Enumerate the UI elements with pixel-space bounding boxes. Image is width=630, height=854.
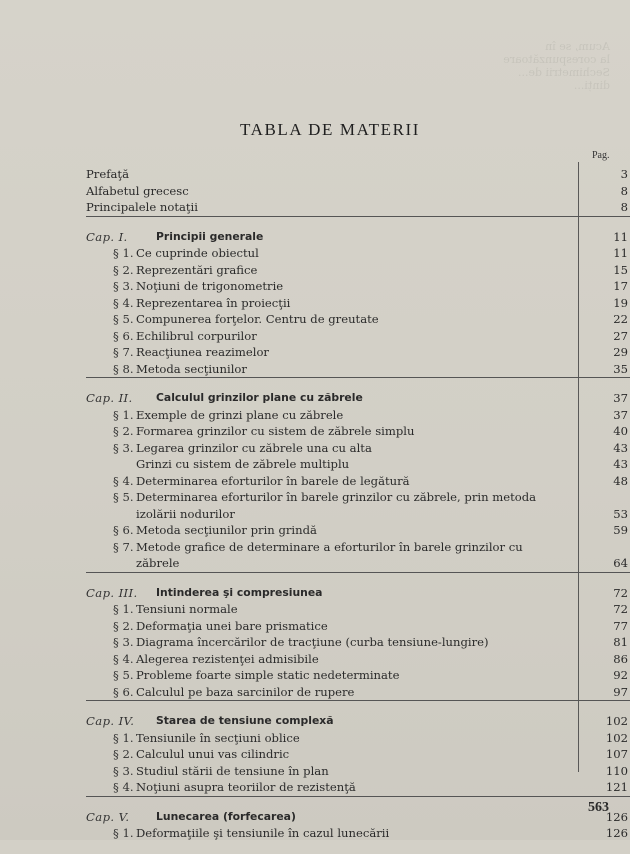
chapter-title: Lunecarea (forfecarea) bbox=[156, 809, 296, 823]
entry-title: Studiul stării de tensiune în plan bbox=[136, 763, 329, 778]
entry-title: Determinarea eforturilor în barele grinzilor cu zăbrele, prin metoda bbox=[136, 490, 537, 504]
section-number: § 5. bbox=[113, 668, 134, 682]
chapter-page: 72 bbox=[613, 585, 628, 600]
entry-title: Exemple de grinzi plane cu zăbrele bbox=[136, 407, 344, 422]
front-matter-row[interactable] bbox=[86, 199, 630, 216]
entry-title: Metoda secţiunilor bbox=[136, 361, 247, 376]
entry-page: 77 bbox=[613, 618, 628, 633]
section-number: § 2. bbox=[113, 262, 134, 277]
entry-title: Metode grafice de determinare a eforturilor în barele grinzilor cu bbox=[136, 539, 523, 554]
page-column-label: Pag. bbox=[592, 150, 610, 161]
section-row[interactable] bbox=[86, 361, 630, 378]
section-row[interactable] bbox=[86, 763, 630, 780]
toc-group bbox=[86, 390, 630, 573]
section-row[interactable] bbox=[86, 423, 630, 440]
entry-page: 35 bbox=[613, 361, 628, 376]
entry-title: Reprezentarea în proiecţii bbox=[136, 295, 291, 310]
section-number: § 6. bbox=[113, 684, 134, 699]
entry-title: Principalele notaţii bbox=[86, 200, 198, 214]
entry-title: Alfabetul grecesc bbox=[86, 183, 189, 198]
chapter-label: Cap. I. bbox=[86, 229, 128, 244]
section-number: § 1. bbox=[113, 246, 134, 260]
section-number: § 1. bbox=[113, 826, 134, 840]
section-row[interactable] bbox=[86, 667, 630, 684]
section-number: § 2. bbox=[113, 424, 134, 438]
section-row[interactable] bbox=[86, 539, 630, 572]
entry-title: Tensiunile în secţiuni oblice bbox=[136, 730, 300, 745]
section-row[interactable] bbox=[86, 601, 630, 618]
section-row[interactable] bbox=[86, 730, 630, 747]
entry-page: 81 bbox=[613, 635, 628, 649]
entry-title: Echilibrul corpurilor bbox=[136, 328, 257, 343]
section-row[interactable] bbox=[86, 746, 630, 763]
entry-page: 97 bbox=[613, 684, 628, 699]
entry-page: 27 bbox=[613, 328, 628, 343]
section-number: § 1. bbox=[113, 407, 134, 422]
section-row[interactable] bbox=[86, 262, 630, 279]
entry-title: Deformaţiile şi tensiunile în cazul lunecării bbox=[136, 826, 390, 840]
entry-page: 110 bbox=[605, 763, 628, 778]
entry-title: Alegerea rezistenţei admisibile bbox=[136, 651, 319, 666]
section-number: § 4. bbox=[113, 780, 134, 794]
section-number: § 8. bbox=[113, 361, 134, 376]
table-of-contents bbox=[86, 166, 630, 854]
section-row[interactable] bbox=[86, 473, 630, 490]
entry-title: Ce cuprinde obiectul bbox=[136, 246, 259, 260]
section-number: § 5. bbox=[113, 312, 134, 326]
section-row[interactable] bbox=[86, 328, 630, 345]
entry-page: 8 bbox=[620, 183, 628, 198]
entry-page: 40 bbox=[613, 424, 628, 438]
section-row[interactable] bbox=[86, 684, 630, 701]
section-row[interactable] bbox=[86, 278, 630, 295]
entry-page: 29 bbox=[613, 345, 628, 359]
entry-title: Deformaţia unei bare prismatice bbox=[136, 618, 328, 633]
entry-page: 107 bbox=[605, 747, 628, 761]
entry-page: 11 bbox=[613, 246, 628, 260]
entry-page: 72 bbox=[613, 602, 628, 616]
section-number: § 3. bbox=[113, 635, 134, 649]
section-row[interactable] bbox=[86, 522, 630, 539]
entry-title: Calculul pe baza sarcinilor de rupere bbox=[136, 684, 355, 699]
section-row[interactable] bbox=[86, 825, 630, 842]
chapter-title: Intinderea şi compresiunea bbox=[156, 585, 323, 599]
chapter-page: 11 bbox=[613, 229, 628, 244]
entry-page: 102 bbox=[605, 730, 628, 745]
entry-page: 53 bbox=[613, 506, 628, 521]
chapter-label: Cap. V. bbox=[86, 809, 130, 824]
chapter-page: 126 bbox=[605, 809, 628, 824]
entry-page: 126 bbox=[605, 826, 628, 840]
chapter-row[interactable] bbox=[86, 585, 630, 602]
section-number: § 3. bbox=[113, 440, 134, 455]
toc-group bbox=[86, 809, 630, 842]
entry-title: Reprezentări grafice bbox=[136, 262, 258, 277]
front-matter-row[interactable] bbox=[86, 166, 630, 183]
section-number: § 6. bbox=[113, 523, 134, 537]
section-row[interactable] bbox=[86, 618, 630, 635]
entry-title: Noţiuni asupra teoriilor de rezistenţă bbox=[136, 780, 356, 794]
entry-title: Prefaţă bbox=[86, 167, 129, 181]
entry-title: Diagrama încercărilor de tracţiune (curba tensiune-lungire) bbox=[136, 635, 489, 649]
chapter-label: Cap. IV. bbox=[86, 714, 135, 728]
entry-page: 15 bbox=[613, 262, 628, 277]
entry-page: 43 bbox=[613, 440, 628, 455]
entry-page: 59 bbox=[613, 523, 628, 537]
chapter-label: Cap. II. bbox=[86, 391, 133, 405]
entry-title: Calculul unui vas cilindric bbox=[136, 747, 290, 761]
section-row[interactable] bbox=[86, 489, 630, 522]
section-number: § 3. bbox=[113, 763, 134, 778]
front-matter-row[interactable] bbox=[86, 183, 630, 200]
entry-title: Compunerea forţelor. Centru de greutate bbox=[136, 312, 379, 326]
entry-title: Determinarea eforturilor în barele de legătură bbox=[136, 473, 410, 488]
entry-page: 8 bbox=[620, 200, 628, 214]
chapter-label: Cap. III. bbox=[86, 585, 138, 600]
toc-group bbox=[86, 229, 630, 379]
chapter-row[interactable] bbox=[86, 229, 630, 246]
toc-group bbox=[86, 713, 630, 797]
section-number: § 4. bbox=[113, 651, 134, 666]
entry-page: 3 bbox=[620, 167, 628, 181]
section-row[interactable] bbox=[86, 245, 630, 262]
section-row[interactable] bbox=[86, 440, 630, 457]
section-row[interactable] bbox=[86, 651, 630, 668]
entry-page: 48 bbox=[613, 473, 628, 488]
section-row[interactable] bbox=[86, 295, 630, 312]
chapter-title: Calculul grinzilor plane cu zăbrele bbox=[156, 391, 363, 404]
entry-title-continued: izolării nodurilor bbox=[136, 506, 235, 521]
entry-page: 121 bbox=[605, 780, 628, 794]
bleed-through-text: Acum, se în la corespunzătoare Sechimetrii de... dinți... bbox=[503, 40, 610, 92]
chapter-row[interactable] bbox=[86, 713, 630, 730]
entry-title: Metoda secţiunilor prin grindă bbox=[136, 523, 317, 537]
section-number: § 5. bbox=[113, 490, 134, 504]
page-title: TABLA DE MATERII bbox=[239, 120, 421, 139]
section-number: § 3. bbox=[113, 279, 134, 293]
entry-page: 22 bbox=[613, 312, 628, 326]
entry-title: Grinzi cu sistem de zăbrele multiplu bbox=[136, 457, 350, 471]
entry-title-continued: zăbrele bbox=[136, 556, 180, 570]
chapter-row[interactable] bbox=[86, 390, 630, 407]
section-number: § 4. bbox=[113, 473, 134, 488]
entry-title: Tensiuni normale bbox=[136, 602, 238, 616]
section-row[interactable] bbox=[86, 634, 630, 651]
section-number: § 4. bbox=[113, 295, 134, 310]
chapter-row[interactable] bbox=[86, 809, 630, 826]
chapter-page: 37 bbox=[613, 391, 628, 405]
entry-page: 19 bbox=[613, 295, 628, 310]
section-number: § 7. bbox=[113, 345, 134, 359]
entry-title: Noţiuni de trigonometrie bbox=[136, 279, 284, 293]
entry-title: Probleme foarte simple static nedeterminate bbox=[136, 668, 400, 682]
chapter-title: Starea de tensiune complexă bbox=[156, 714, 334, 727]
chapter-page: 102 bbox=[605, 714, 628, 728]
section-row[interactable] bbox=[86, 779, 630, 796]
entry-page: 43 bbox=[613, 457, 628, 471]
chapter-title: Principii generale bbox=[156, 229, 264, 243]
section-number: § 6. bbox=[113, 328, 134, 343]
entry-title: Reacţiunea reazimelor bbox=[136, 345, 269, 359]
toc-group bbox=[86, 585, 630, 702]
section-number: § 1. bbox=[113, 730, 134, 745]
section-row[interactable] bbox=[86, 311, 630, 328]
entry-title: Legarea grinzilor cu zăbrele una cu alta bbox=[136, 440, 372, 455]
toc-group bbox=[86, 166, 630, 217]
section-number: § 2. bbox=[113, 747, 134, 761]
section-number: § 7. bbox=[113, 539, 134, 554]
section-row[interactable] bbox=[86, 456, 630, 473]
entry-page: 64 bbox=[613, 556, 628, 570]
page-number: 563 bbox=[588, 800, 609, 815]
section-row[interactable] bbox=[86, 407, 630, 424]
section-number: § 1. bbox=[113, 602, 134, 616]
entry-title: Formarea grinzilor cu sistem de zăbrele simplu bbox=[136, 424, 415, 438]
section-number: § 2. bbox=[113, 618, 134, 633]
entry-page: 17 bbox=[613, 279, 628, 293]
entry-page: 37 bbox=[613, 407, 628, 422]
section-row[interactable] bbox=[86, 344, 630, 361]
entry-page: 86 bbox=[613, 651, 628, 666]
entry-page: 92 bbox=[613, 668, 628, 682]
